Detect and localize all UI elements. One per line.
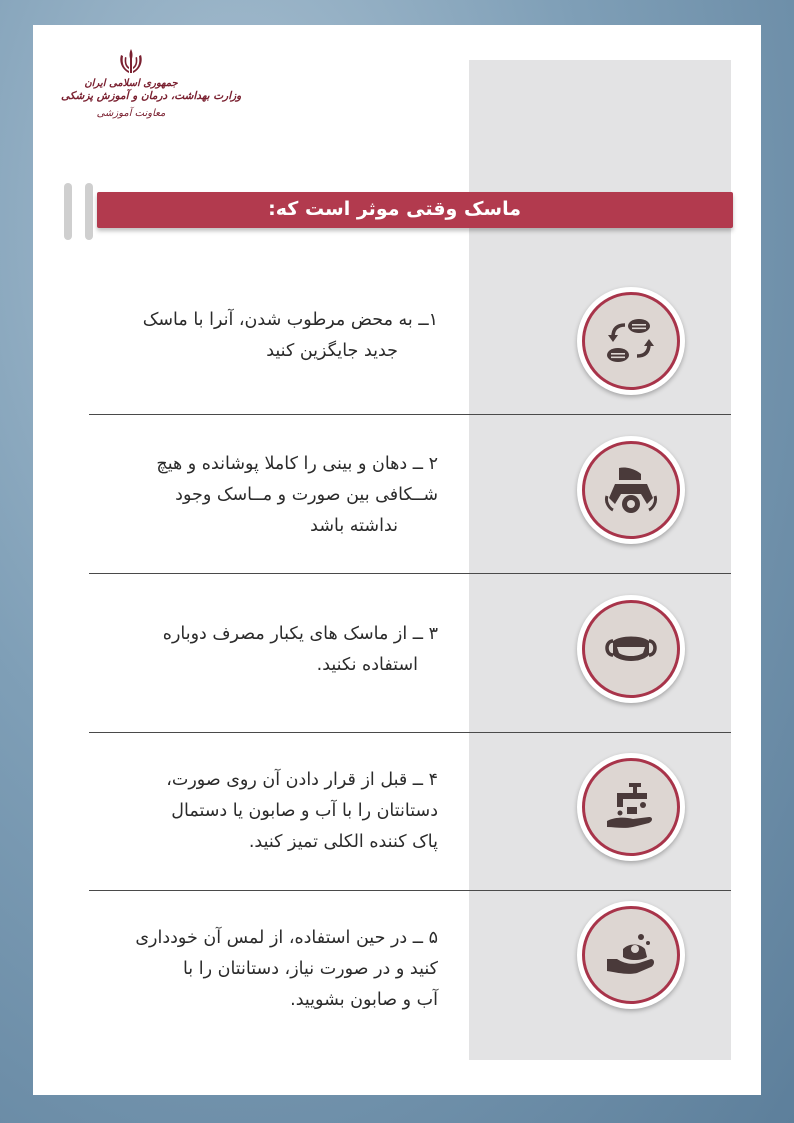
list-item-line: ۴ ــ قبل از قرار دادن آن روی صورت، (166, 770, 438, 790)
list-item-icon-frame (577, 595, 685, 703)
ministry-logo (61, 47, 242, 157)
list-item-line: دستانتان را با آب و صابون یا دستمال (171, 801, 438, 821)
list-item-line: ۱ــ به محض مرطوب شدن، آنرا با ماسک (142, 310, 438, 330)
list-item-line: جدید جایگزین کنید (266, 341, 398, 361)
iran-emblem-icon (115, 47, 147, 77)
mask-disposable-icon (601, 619, 661, 679)
list-item-line: پاک کننده الکلی تمیز کنید. (248, 832, 438, 852)
list-item-text (63, 765, 438, 858)
section-divider (89, 890, 731, 891)
section-divider (89, 573, 731, 574)
title-decoration-bar (85, 183, 93, 240)
section-divider (89, 732, 731, 733)
list-item-icon-frame (577, 287, 685, 395)
mask-fit-icon (601, 460, 661, 520)
title-decoration-bar (64, 183, 72, 240)
list-item-line: ۳ ــ از ماسک های یکبار مصرف دوباره (162, 624, 438, 644)
title-banner (97, 192, 733, 228)
list-item-text (63, 449, 438, 542)
list-item-line: آب و صابون بشویید. (290, 990, 438, 1010)
logo-country-text: جمهوری اسلامی ایران (84, 78, 178, 89)
list-item-icon-frame (577, 436, 685, 544)
list-item-line: ۵ ــ در حین استفاده، از لمس آن خودداری (135, 928, 438, 948)
list-item-line: کنید و در صورت نیاز، دستانتان را با (182, 959, 438, 979)
list-item-line: ۲ ــ دهان و بینی را کاملا پوشانده و هیچ (156, 454, 438, 474)
list-item-text (63, 923, 438, 1016)
list-item-icon-frame (577, 753, 685, 861)
section-divider (89, 414, 731, 415)
list-item-text (63, 619, 438, 681)
list-item-icon-frame (577, 901, 685, 1009)
poster-page (33, 25, 761, 1095)
list-item-line: نداشته باشد (310, 516, 398, 536)
logo-deputy-text: معاونت آموزشی (96, 108, 166, 119)
list-item-text (63, 305, 438, 367)
page-title: ماسک وقتی موثر است که: (268, 198, 521, 220)
mask-swap-icon (601, 311, 661, 371)
list-item-line: استفاده نکنید. (316, 655, 418, 675)
list-item-line: شــکافی بین صورت و مــاسک وجود (175, 485, 438, 505)
logo-ministry-text: وزارت بهداشت، درمان و آموزش پزشکی (61, 90, 242, 102)
soap-hands-icon (601, 925, 661, 985)
hand-wash-icon (601, 777, 661, 837)
